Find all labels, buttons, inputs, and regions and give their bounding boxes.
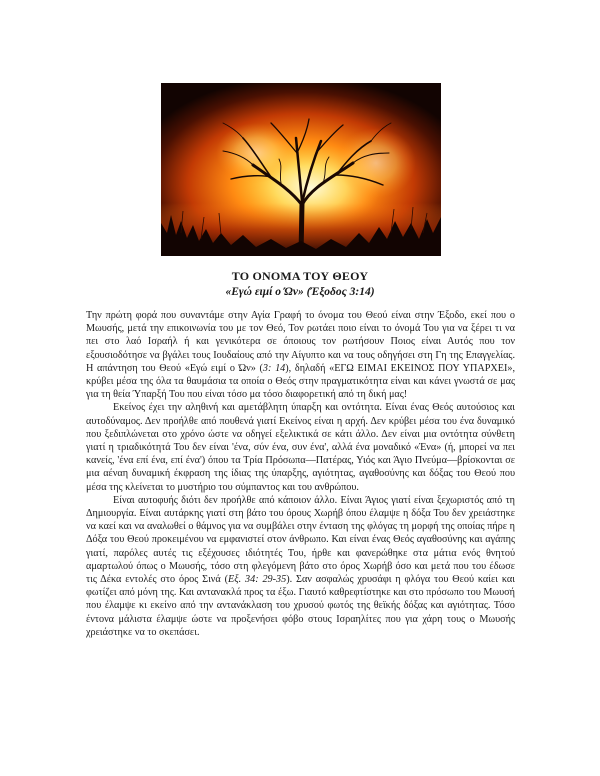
paragraph-1 [86,309,515,401]
paragraph-1-text-a: Την πρώτη φορά που συναντάμε στην Αγία Γραφή το όνομα του Θεού είναι στην Έξοδο, εκεί που ο Μωυσής, μετά την επικοινωνία του με τον Θεό, Τον ρωτάει ποιο είναι το όνομά Του για να ξέρει τι να πει στο λαό Ισραήλ ή και γενικότερα σε όποιους τον ρωτήσουν Ποιος είναι Αυτός που τον εξουσιοδότησε να βγάλει τους Ιουδαίους από την Αίγυπτο και να τους οδηγήσει στη Γη της Επαγγελίας. Η απάντηση του Θεού «Εγώ ειμί ο Ών» ( [86,310,515,374]
paragraph-3-text-a: Είναι αυτοφυής διότι δεν προήλθε από κάποιον άλλο. Είναι Άγιος γιατί είναι ξεχωριστός από τη Δημιουργία. Είναι αυτάρκης γιατί στη βάτο του όρους Χωρήβ όπου έλαμψε η δόξα Του δεν χρειάστηκε να καεί και να αναλωθεί ο θάμνος για να συμβάλει στην ένταση της φλόγας τη μορφή της οποίας πήρε η Δόξα του Θεού προκειμένου να εμφανιστεί στον άνθρωπο. Και είναι ένας Θεός αγαθοσύνης και αγάπης γιατί, παρόλες αυτές τις εξέχουσες ιδιότητές Του, ήρθε και φανερώθηκε στα μάτια ενός θνητού αμαρτωλού όπως ο Μωυσής, τόσο στη φλεγόμενη βάτο στο όρος Χωρήβ όσο και μετά που του έδωσε τις Δέκα εντολές στο όρος Σινά ( [86,494,515,586]
scripture-reference: 3: 14 [262,362,286,374]
burning-tree-picture [161,83,441,256]
paragraph-3 [86,494,515,639]
page-title: ΤΟ ΟΝΟΜΑ ΤΟΥ ΘΕΟΥ [231,269,369,283]
paragraph-3-text-b: ). Σαν ασφαλώς χρυσάφι η φλόγα του Θεού καίει και φωτίζει από μόνη της. Και αντανακλά προς τα έξω. Γιαυτό καθρεφτίστηκε και στο πρόσωπο του Μωυσή που έλαμψε κι εκείνο από την αντανάκλαση του χρυσού φωτός της θεϊκής δόξας και αγιότητας. Τόσο έντονα μάλιστα έλαμψε ώστε να προξενήσει φόβο στους Ισραηλίτες που για χάρη τους ο Μωυσής χρειάστηκε να το σκεπάσει. [86,574,515,638]
burning-tree-image [161,83,441,256]
article-body [86,309,515,639]
paragraph-2: Εκείνος έχει την αληθινή και αμετάβλητη ύπαρξη και οντότητα. Είναι ένας Θεός αυτούσιος και αυτοδύναμος. Δεν προήλθε από πουθενά γιατί Εκείνος είναι η αρχή. Δεν κρύβει μέσα του ένα δυναμικό που ξεδιπλώνεται στο χρόνο ώστε να οδηγεί εξελικτικά σε κάτι άλλο. Δεν είναι μια οντότητα σύνθετη γιατί η τριαδικότητά Του δεν είναι 'ένα, σύν ένα, συν ένα', αλλά ένα μοναδικό «Ένα» (ή, μπορεί να πει κανείς, 'ένα επί ένα, επί ένα') όπου τα Τρία Πρόσωπα—Πατέρας, Υιός και Άγιο Πνεύμα—βρίσκονται σε μια αέναη δυναμική έκφραση της ίδιας της ύπαρξης, αγιότητας, αγαθοσύνης και δόξας του Θεού που μέσα της κλείνεται το μυστήριο του σύμπαντος και του ανθρώπου. [86,402,515,493]
paragraph-1-text-b: ), δηλαδή «ΕΓΩ ΕΙΜΑΙ ΕΚΕΙΝΟΣ ΠΟΥ ΥΠΑΡΧΕΙ», κρύβει μέσα της όλα τα θαυμάσια τα οποία ο Θεός στην πραγματικότητα είναι και κάνει γνωστά σε μας για τη θεία Ύπαρξή Του που είναι τόσο μα τόσο διαφορετική από τη δική μας! [86,362,515,401]
scripture-reference: Εξ. 34: 29-35 [228,574,287,586]
page-subtitle: «Εγώ ειμί ο Ών» (Έξοδος 3:14) [225,286,375,298]
